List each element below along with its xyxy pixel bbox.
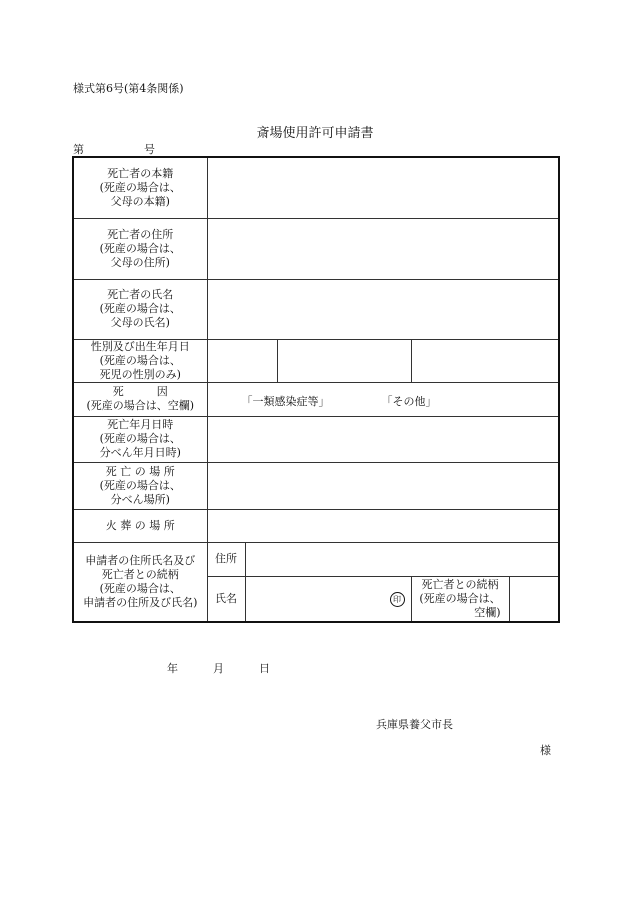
document-title: 斎場使用許可申請書	[256, 126, 374, 141]
row-cremation-place	[73, 509, 559, 542]
field-cause[interactable]	[207, 382, 559, 416]
field-death-place[interactable]	[207, 462, 559, 509]
label-death-datetime: 死亡年月日時 (死産の場合は、 分べん年月日時)	[73, 416, 207, 462]
label-applicant: 申請者の住所氏名及び 死亡者との続柄 (死産の場合は、 申請者の住所及び氏名)	[73, 542, 207, 622]
date-day-label: 日	[259, 662, 270, 675]
row-name	[73, 279, 559, 339]
row-address	[73, 218, 559, 279]
field-birth-extra[interactable]	[411, 339, 559, 382]
form-number: 様式第6号(第4条関係)	[73, 82, 184, 95]
row-cause	[73, 382, 559, 416]
label-cremation-place: 火 葬 の 場 所	[73, 509, 207, 542]
field-cremation-place[interactable]	[207, 509, 559, 542]
cause-option-other[interactable]: 「その他」	[381, 394, 437, 408]
honorific: 様	[540, 744, 551, 757]
row-sex-birth	[73, 339, 559, 382]
field-address[interactable]	[207, 218, 559, 279]
label-address: 死亡者の住所 (死産の場合は、 父母の住所)	[73, 218, 207, 279]
row-domicile	[73, 157, 559, 218]
field-birth-date[interactable]	[277, 339, 411, 382]
label-applicant-name: 氏名	[207, 576, 245, 622]
row-applicant-address	[73, 542, 559, 576]
addressee: 兵庫県養父市長	[376, 718, 453, 731]
label-domicile: 死亡者の本籍 (死産の場合は、 父母の本籍)	[73, 157, 207, 218]
label-cause: 死 因 (死産の場合は、空欄)	[73, 382, 207, 416]
label-applicant-address: 住所	[207, 542, 245, 576]
row-death-datetime	[73, 416, 559, 462]
field-domicile[interactable]	[207, 157, 559, 218]
registration-suffix: 号	[144, 143, 155, 156]
field-sex[interactable]	[207, 339, 277, 382]
label-death-place: 死 亡 の 場 所 (死産の場合は、 分べん場所)	[73, 462, 207, 509]
field-applicant-name[interactable]	[245, 576, 411, 622]
field-death-datetime[interactable]	[207, 416, 559, 462]
application-table	[72, 156, 560, 623]
label-relationship: 死亡者との続柄 (死産の場合は、 空欄)	[411, 576, 509, 622]
row-death-place	[73, 462, 559, 509]
field-relationship[interactable]	[509, 576, 559, 622]
label-name: 死亡者の氏名 (死産の場合は、 父母の氏名)	[73, 279, 207, 339]
seal-icon: 印	[390, 592, 405, 607]
field-applicant-address[interactable]	[245, 542, 559, 576]
cause-option-infectious[interactable]: 「一類感染症等」	[241, 394, 330, 408]
date-month-label: 月	[213, 662, 224, 675]
label-sex-birth: 性別及び出生年月日 (死産の場合は、 死児の性別のみ)	[73, 339, 207, 382]
field-name[interactable]	[207, 279, 559, 339]
date-year-label: 年	[167, 662, 178, 675]
registration-prefix: 第	[73, 143, 84, 156]
